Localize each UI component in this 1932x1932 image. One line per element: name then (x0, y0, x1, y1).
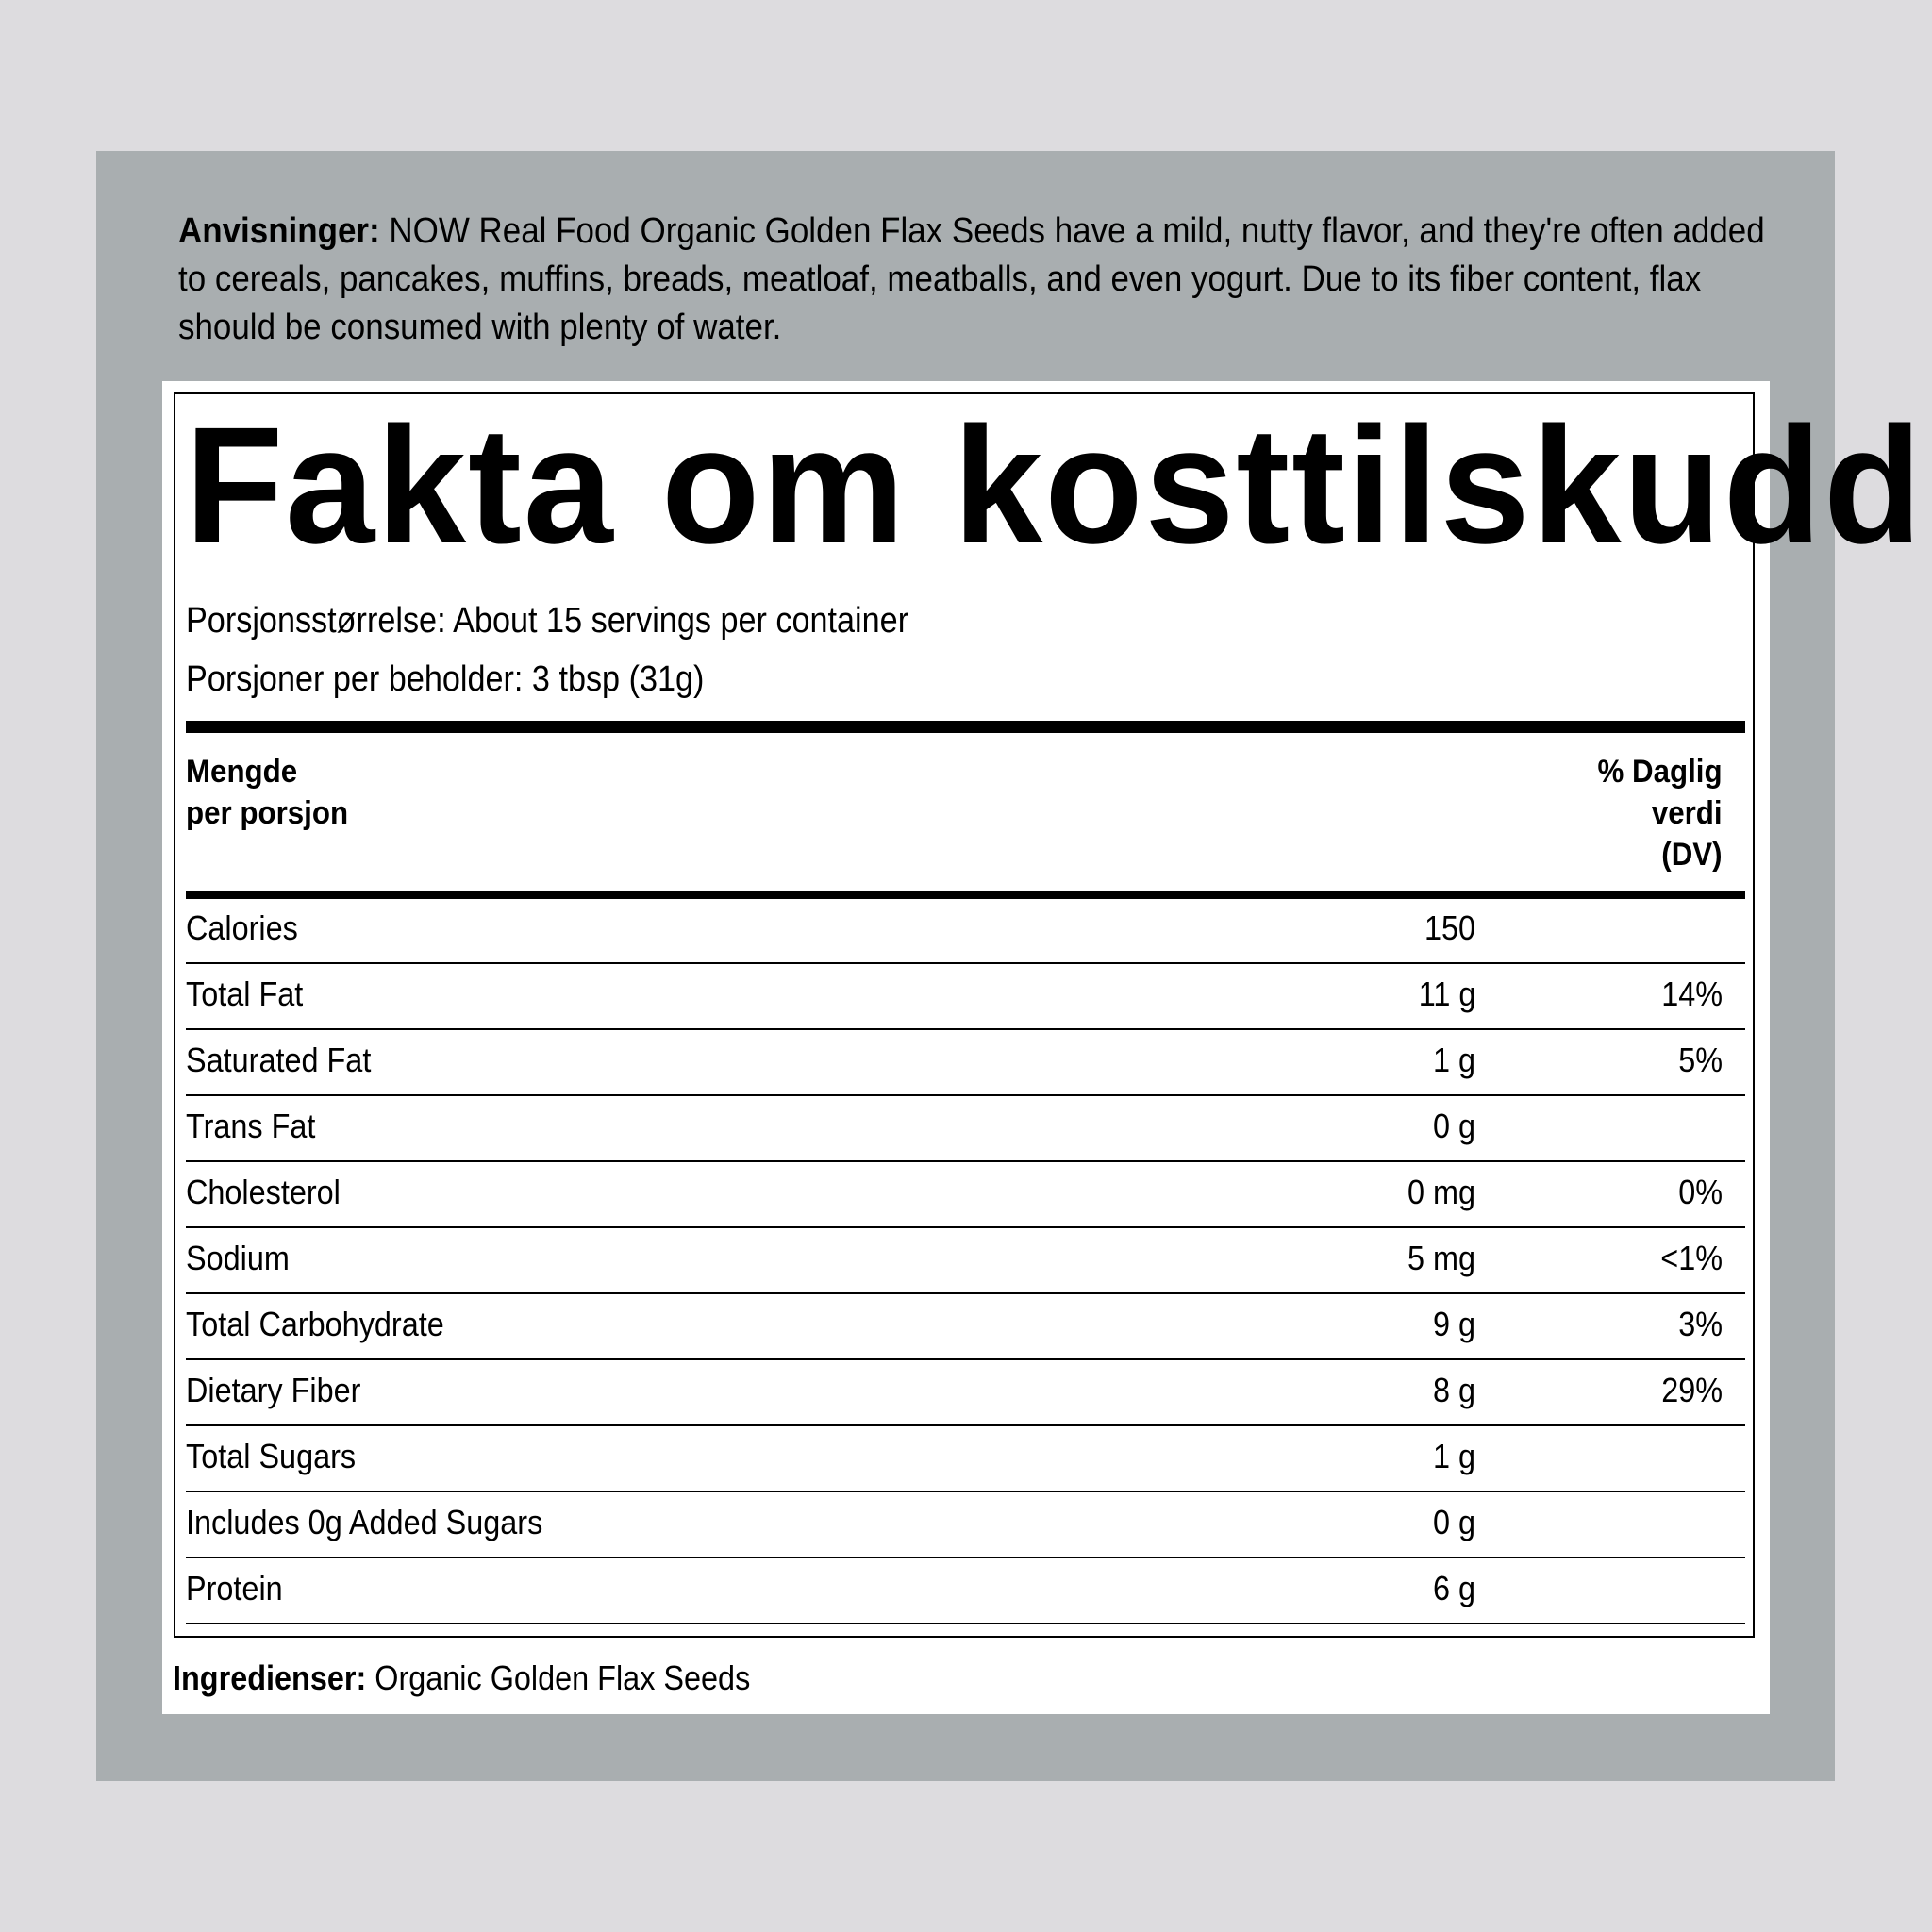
header-right-line1: % Daglig (1597, 754, 1723, 790)
table-row (186, 1228, 1745, 1294)
header-left-line1: Mengde (186, 754, 298, 790)
table-row (186, 1426, 1745, 1492)
ingredients-label: Ingredienser: (173, 1658, 367, 1697)
nutrient-name: Dietary Fiber (186, 1371, 361, 1409)
table-row (186, 898, 1745, 964)
header-left-line2: per porsjon (186, 795, 349, 831)
nutrient-amount: 0 mg (1407, 1173, 1475, 1211)
nutrient-amount: 6 g (1432, 1569, 1475, 1607)
header-right-line2: verdi (1652, 795, 1723, 831)
nutrient-dv: <1% (1660, 1239, 1723, 1277)
nutrient-amount: 0 g (1432, 1503, 1475, 1541)
table-row (186, 1162, 1745, 1228)
amount-per-serving-header (186, 751, 348, 834)
nutrient-name: Includes 0g Added Sugars (186, 1503, 543, 1541)
nutrient-name: Calories (186, 908, 298, 947)
facts-title: Fakta om kosttilskudd (185, 393, 1924, 578)
table-row (186, 1492, 1745, 1558)
nutrient-name: Cholesterol (186, 1173, 341, 1211)
nutrient-name: Sodium (186, 1239, 290, 1277)
nutrient-amount: 11 g (1418, 974, 1475, 1013)
ingredients-body: Organic Golden Flax Seeds (366, 1658, 751, 1697)
table-row (186, 1096, 1745, 1162)
nutrient-amount: 1 g (1432, 1437, 1475, 1475)
ingredients-text (173, 1657, 750, 1699)
table-row (186, 1360, 1745, 1426)
thick-divider-top (186, 721, 1745, 733)
nutrient-amount: 0 g (1432, 1107, 1475, 1145)
nutrient-dv: 3% (1678, 1305, 1723, 1343)
nutrient-name: Total Fat (186, 974, 304, 1013)
nutrient-name: Total Carbohydrate (186, 1305, 444, 1343)
nutrient-dv: 0% (1678, 1173, 1723, 1211)
nutrient-dv: 5% (1678, 1041, 1723, 1079)
directions-label: Anvisninger: (178, 211, 380, 251)
nutrient-amount: 150 (1424, 908, 1475, 947)
nutrient-name: Trans Fat (186, 1107, 316, 1145)
nutrient-name: Saturated Fat (186, 1041, 372, 1079)
nutrient-name: Total Sugars (186, 1437, 357, 1475)
serving-size: Porsjonsstørrelse: About 15 servings per container (186, 601, 909, 641)
table-row (186, 1030, 1745, 1096)
nutrient-name: Protein (186, 1569, 283, 1607)
header-right-line3: (DV) (1661, 837, 1723, 873)
nutrient-amount: 1 g (1432, 1041, 1475, 1079)
nutrient-dv: 14% (1661, 974, 1723, 1013)
servings-per-container: Porsjoner per beholder: 3 tbsp (31g) (186, 659, 705, 699)
table-row (186, 964, 1745, 1030)
nutrient-table (186, 898, 1745, 1624)
nutrient-dv: 29% (1661, 1371, 1723, 1409)
table-row (186, 1558, 1745, 1624)
nutrient-amount: 9 g (1432, 1305, 1475, 1343)
daily-value-header (1598, 751, 1723, 875)
directions-text (178, 208, 1767, 352)
directions-body: NOW Real Food Organic Golden Flax Seeds have a mild, nutty flavor, and they're often added to cereals, pancakes, muffins, breads, meatloaf, meatballs, and even yogurt. Due to its fiber content, flax should be consumed with plenty of water. (178, 211, 1765, 347)
nutrient-amount: 8 g (1432, 1371, 1475, 1409)
nutrient-amount: 5 mg (1407, 1239, 1475, 1277)
table-row (186, 1294, 1745, 1360)
